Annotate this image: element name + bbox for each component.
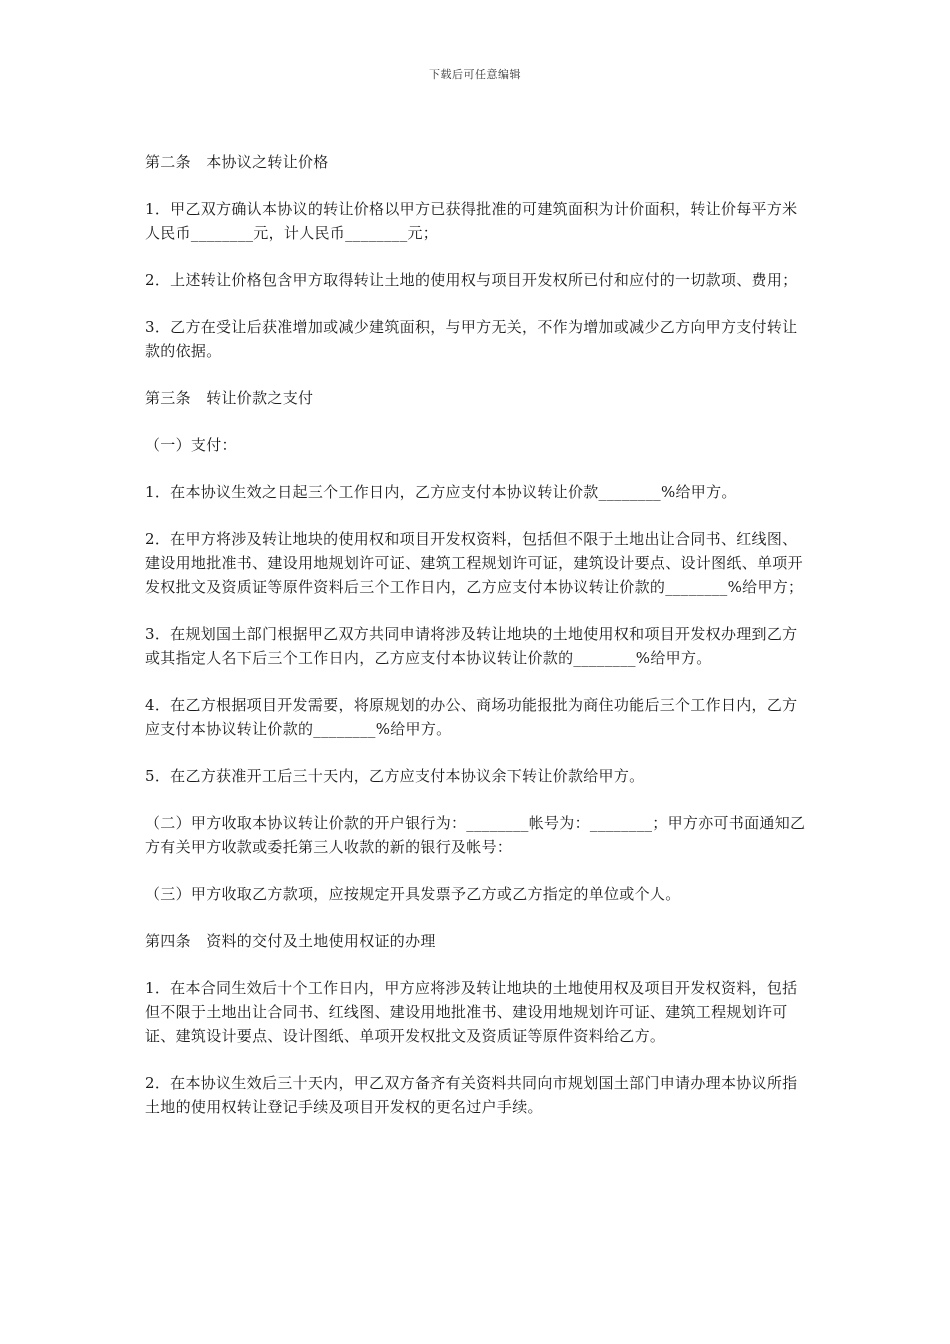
document-body [145,150,810,1142]
article-3-clause-1: 1．在本协议生效之日起三个工作日内，乙方应支付本协议转让价款________%给甲方。 [145,483,737,501]
article-3-section-2: （二）甲方收取本协议转让价款的开户银行为：________帐号为：________；甲方亦可书面通知乙方有关甲方收款或委托第三人收款的新的银行及帐号： [145,814,806,856]
article-2-clause-3: 3．乙方在受让后获准增加或减少建筑面积，与甲方无关，不作为增加或减少乙方向甲方支付转让款的依据。 [145,318,798,360]
article-2-clause-1: 1．甲乙双方确认本协议的转让价格以甲方已获得批准的可建筑面积为计价面积，转让价每平方米人民币________元，计人民币________元； [145,200,798,242]
article-3-clause-5: 5．在乙方获准开工后三十天内，乙方应支付本协议余下转让价款给甲方。 [145,767,645,785]
article-3-clause-3: 3．在规划国土部门根据甲乙双方共同申请将涉及转让地块的土地使用权和项目开发权办理到乙方或其指定人名下后三个工作日内，乙方应支付本协议转让价款的________%给甲方。 [145,625,798,667]
article-3-section-3: （三）甲方收取乙方款项，应按规定开具发票予乙方或乙方指定的单位或个人。 [145,885,681,903]
article-4-clause-2: 2．在本协议生效后三十天内，甲乙双方备齐有关资料共同向市规划国土部门申请办理本协议所指土地的使用权转让登记手续及项目开发权的更名过户手续。 [145,1074,798,1116]
article-4-heading: 第四条 资料的交付及土地使用权证的办理 [145,932,436,950]
article-3-clause-4: 4．在乙方根据项目开发需要，将原规划的办公、商场功能报批为商住功能后三个工作日内，乙方应支付本协议转让价款的________%给甲方。 [145,696,798,738]
page-header-note: 下载后可任意编辑 [429,68,521,81]
article-2-clause-2: 2．上述转让价格包含甲方取得转让土地的使用权与项目开发权所已付和应付的一切款项、费用； [145,271,798,289]
article-2-heading: 第二条 本协议之转让价格 [145,153,329,171]
article-3-clause-2: 2．在甲方将涉及转让地块的使用权和项目开发权资料，包括但不限于土地出让合同书、红线图、建设用地批准书、建设用地规划许可证、建筑工程规划许可证，建筑设计要点、设计图纸、单项开发权批文及资质证等原件资料后三个工作日内，乙方应支付本协议转让价款的________%给甲方； [145,530,804,596]
article-3-heading: 第三条 转让价款之支付 [145,389,314,407]
article-4-clause-1: 1．在本合同生效后十个工作日内，甲方应将涉及转让地块的土地使用权及项目开发权资料，包括但不限于土地出让合同书、红线图、建设用地批准书、建设用地规划许可证、建筑工程规划许可证、建筑设计要点、设计图纸、单项开发权批文及资质证等原件资料给乙方。 [145,979,798,1045]
article-3-section-1-heading: （一）支付： [145,436,237,454]
